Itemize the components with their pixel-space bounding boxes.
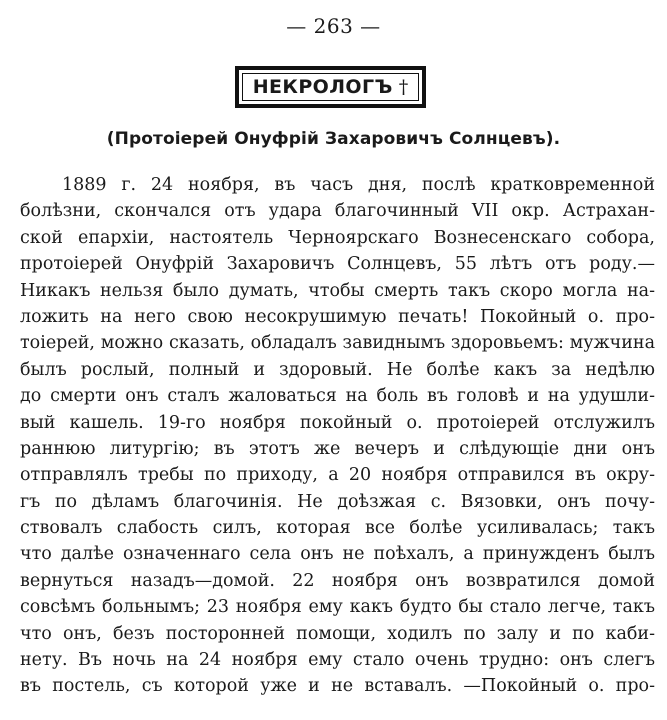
body-line: вый кашель. 19-го ноября покойный о. протоіерей отслужилъ xyxy=(20,412,655,433)
cross-icon: † xyxy=(398,76,409,98)
body-line: раннюю литургію; въ этотъ же вечеръ и слѣдующіе дни онъ xyxy=(20,438,655,459)
body-line: что далѣе означеннаго села онъ не поѣхалъ, а принужденъ былъ xyxy=(20,544,655,565)
body-line: до смерти онъ сталъ жаловаться на боль въ головѣ и на удушли- xyxy=(20,386,655,407)
page-number: — 263 — xyxy=(286,14,381,38)
body-line: что онъ, безъ посторонней помощи, ходилъ по залу и по каби- xyxy=(20,623,655,644)
body-line: былъ рослый, полный и здоровый. Не болѣе какъ за недѣлю xyxy=(20,359,655,380)
body-line: вернуться назадъ—домой. 22 ноября онъ возвратился домой xyxy=(20,570,655,591)
body-line: гъ по дѣламъ благочинія. Не доѣзжая с. Вязовки, онъ почу- xyxy=(20,491,655,512)
body-line: совсѣмъ больнымъ; 23 ноября ему какъ будто бы стало легче, такъ xyxy=(20,597,655,618)
body-line: нету. Въ ночь на 24 ноября ему стало очень трудно: онъ слегъ xyxy=(20,650,655,671)
body-line: ствовалъ слабость силъ, которая все болѣе усиливалась; такъ xyxy=(20,518,655,539)
body-line: тоіерей, можно сказать, обладалъ завиднымъ здоровьемъ: мужчина xyxy=(20,333,655,354)
body-line: ской епархіи, настоятель Черноярскаго Вознесенскаго собора, xyxy=(20,227,655,248)
body-line: болѣзни, скончался отъ удара благочинный VII окр. Астрахан- xyxy=(20,201,655,222)
body-line: въ постель, съ которой уже и не вставалъ. —Покойный о. про- xyxy=(20,676,655,697)
body-line: отправлялъ требы по приходу, а 20 ноября отправился въ окру- xyxy=(20,465,655,486)
body-line: протоіерей Онуфрій Захаровичъ Солнцевъ, 55 лѣтъ отъ роду.— xyxy=(20,254,655,275)
body-line: 1889 г. 24 ноября, въ часъ дня, послѣ кратковременной xyxy=(62,175,655,195)
obituary-header-frame xyxy=(235,66,426,108)
body-line: ложить на него свою несокрушимую печать! Покойный о. про- xyxy=(20,306,655,327)
body-line: Никакъ нельзя было думать, чтобы смерть такъ скоро могла на- xyxy=(20,280,655,301)
obituary-header-title: НЕКРОЛОГЪ xyxy=(252,76,393,98)
obituary-header-inner xyxy=(242,73,419,101)
obituary-body xyxy=(20,172,655,700)
obituary-subtitle: (Протоіерей Онуфрій Захаровичъ Солнцевъ). xyxy=(106,129,561,149)
